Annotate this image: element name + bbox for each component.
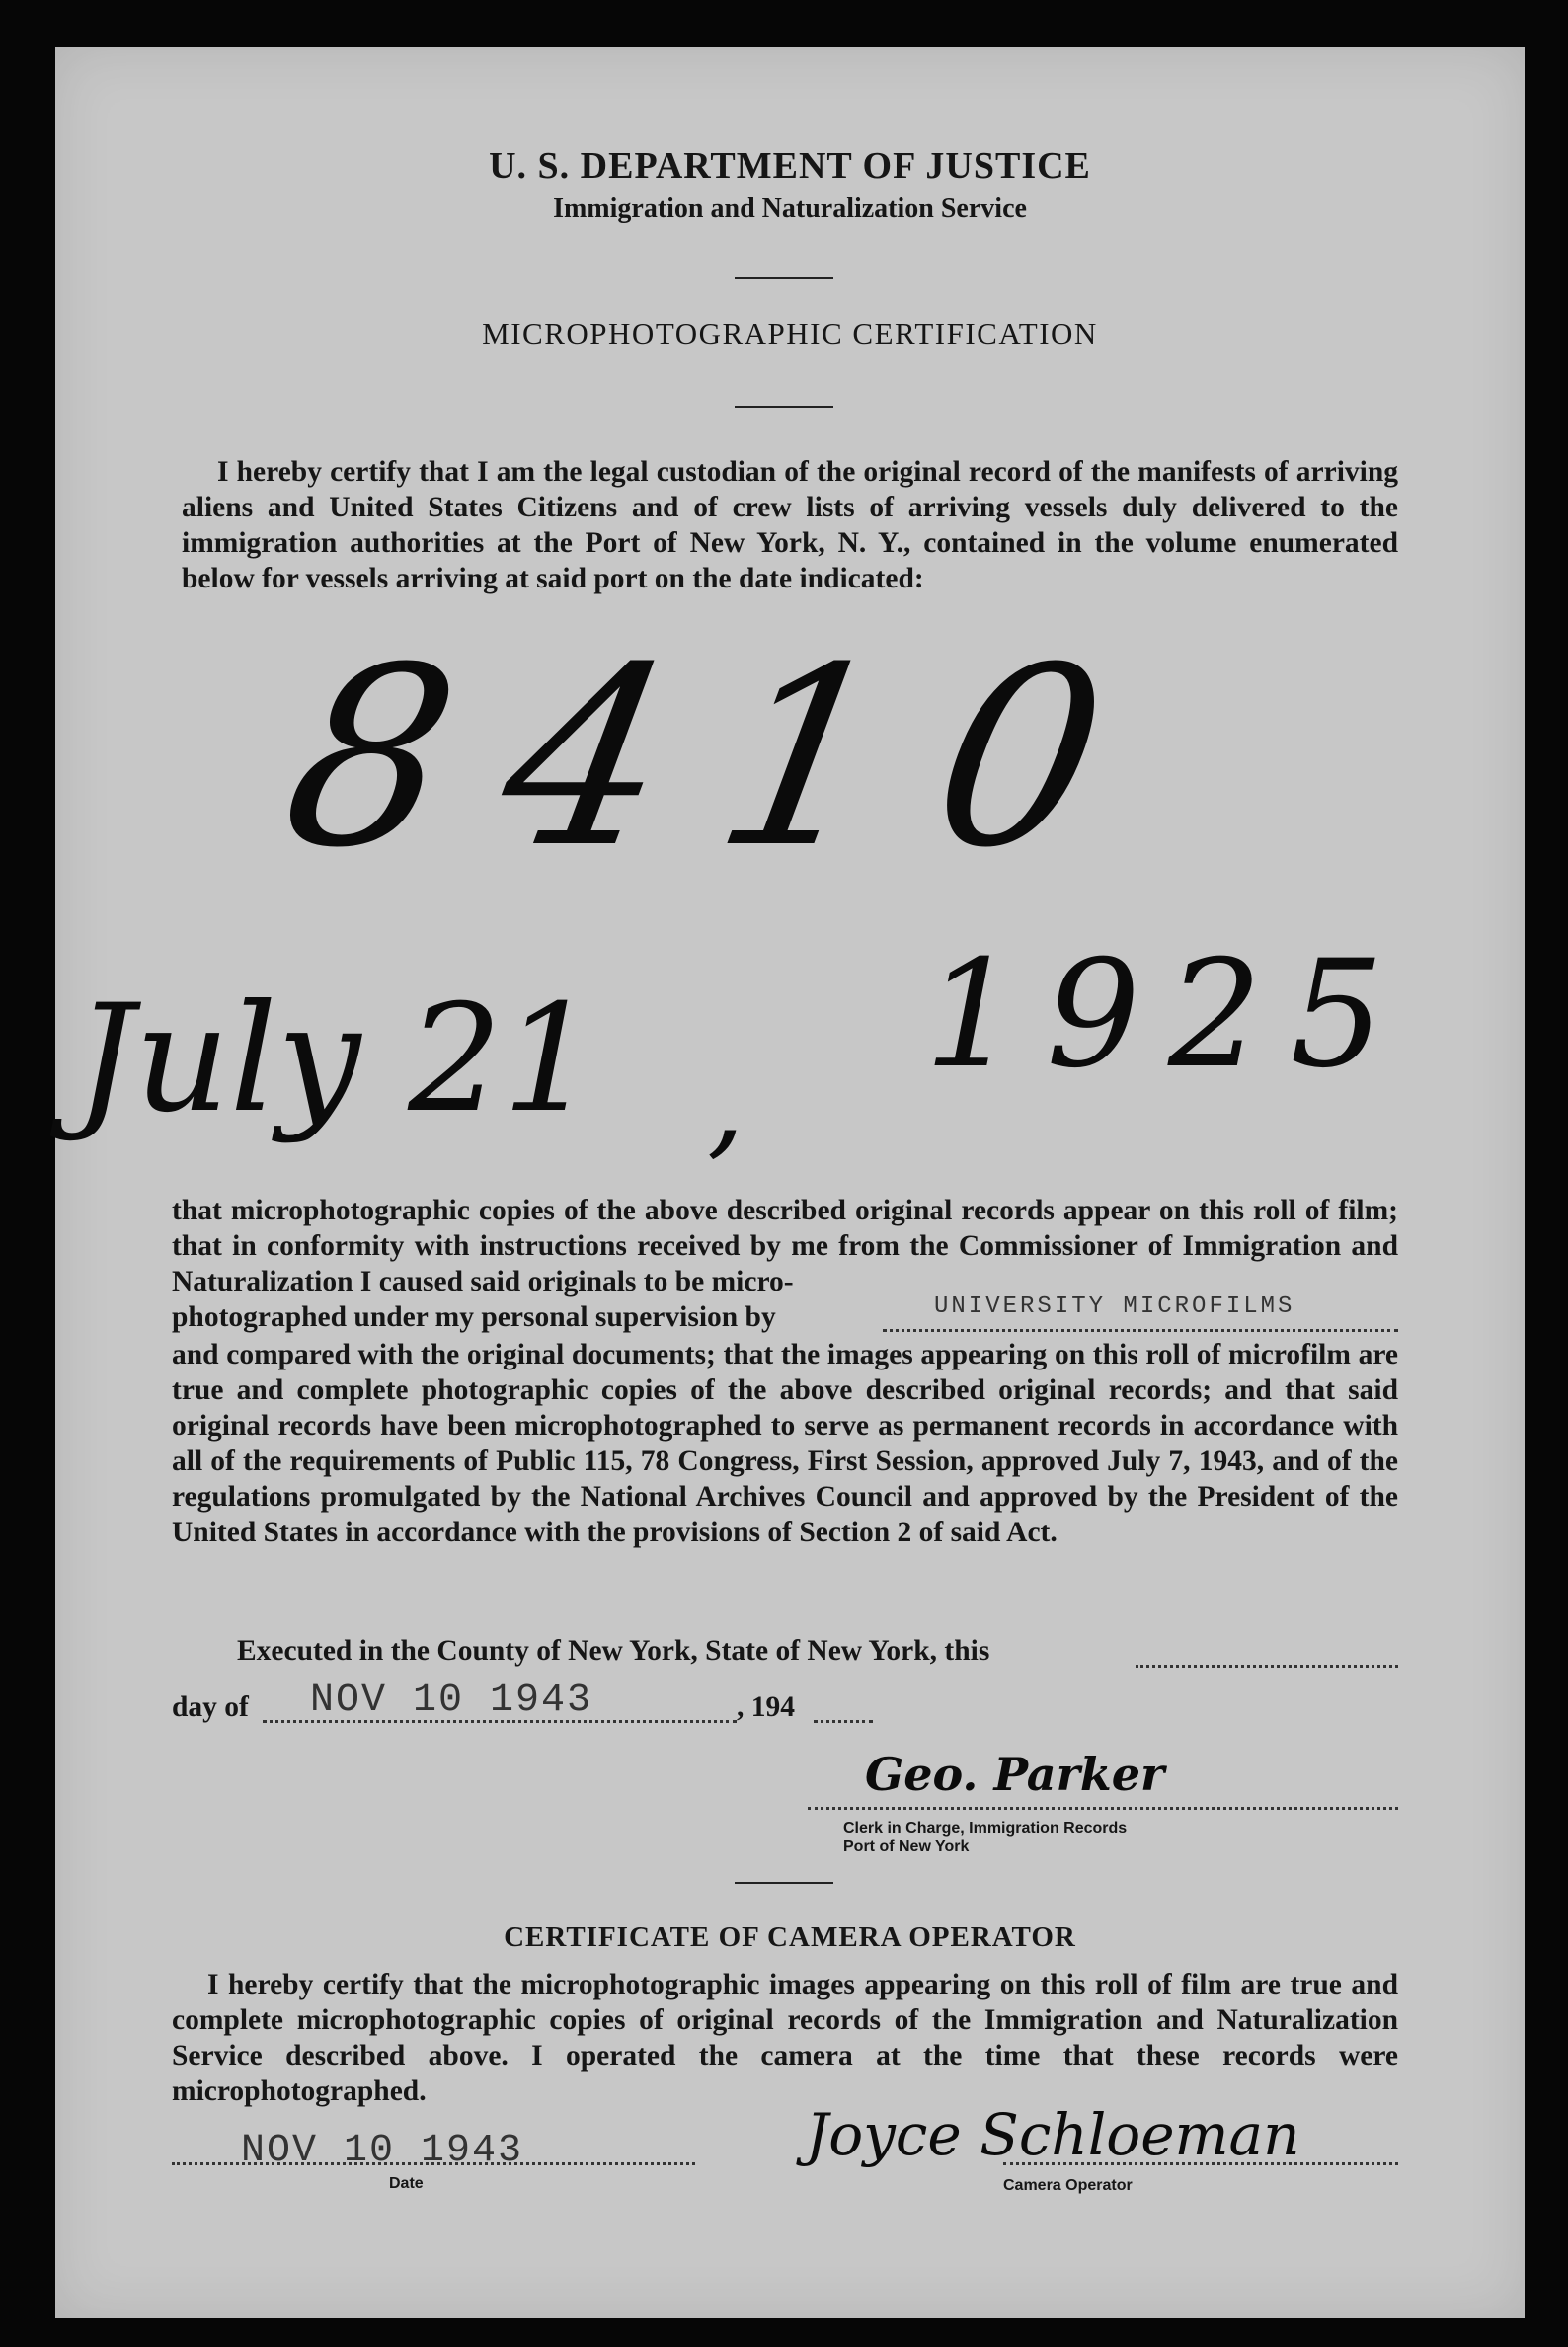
- body-paragraph-part3: and compared with the original documents; that the images appearing on this roll of microfilm are true and complete photographic copies of the above described original records; and that said original records have been microphotographed to serve as permanent records in accordance with all of the requirements of Public 115, 78 Congress, First Session, approved July 7, 1943, and of the regulations promulgated by the National Archives Council and approved by the President of the United States in accordance with the provisions of Section 2 of said Act.: [172, 1339, 1398, 1548]
- certification-title: MICROPHOTOGRAPHIC CERTIFICATION: [482, 316, 1098, 351]
- service-subheading: Immigration and Naturalization Service: [553, 194, 1027, 224]
- camera-operator-signature: Joyce Schloeman: [806, 2101, 1300, 2168]
- handwritten-date-comma: ,: [707, 1035, 745, 1172]
- document-page: [55, 47, 1525, 2318]
- department-heading: U. S. DEPARTMENT OF JUSTICE: [489, 145, 1091, 187]
- stamped-date-executed: NOV 10 1943: [310, 1679, 593, 1723]
- handwritten-date-year: 1925: [924, 929, 1412, 1101]
- operator-date-label: Date: [389, 2175, 424, 2192]
- operator-signature-dotted-line: [1003, 2162, 1398, 2165]
- year-prefix: , 194: [737, 1691, 795, 1723]
- body-paragraph-part1: that microphotographic copies of the above described original records appear on this roll of film; that in conformity with instructions received by me from the Commissioner of Immigration and Naturalization I caused said originals to be micro-: [172, 1195, 1398, 1297]
- clerk-signature: Geo. Parker: [865, 1748, 1165, 1801]
- executed-text: Executed in the County of New York, State of New York, this: [237, 1635, 990, 1667]
- camera-operator-paragraph: I hereby certify that the microphotographic images appearing on this roll of film are true and complete microphotographic copies of original records of the Immigration and Naturalization Service described above. I operated the camera at the time that these records were microphotographed.: [172, 1969, 1398, 2107]
- divider-rule-1: [735, 277, 833, 279]
- supervision-dotted-line: [883, 1329, 1398, 1332]
- year-dotted-line: [814, 1720, 873, 1723]
- executed-dotted-line: [1136, 1665, 1398, 1668]
- camera-operator-label: Camera Operator: [1003, 2177, 1133, 2194]
- intro-paragraph: I hereby certify that I am the legal custodian of the original record of the manifests of arriving aliens and United States Citizens and of crew lists of arriving vessels duly delivered to the immigration authorities at the Port of New York, N. Y., contained in the volume enumerated below for vessels arriving at said port on the date indicated:: [182, 456, 1398, 594]
- camera-operator-title: CERTIFICATE OF CAMERA OPERATOR: [504, 1921, 1076, 1953]
- handwritten-date-month-day: July 21: [75, 974, 597, 1145]
- clerk-signature-dotted-line: [808, 1807, 1398, 1810]
- divider-rule-3: [735, 1882, 833, 1884]
- supervision-line-lead: photographed under my personal supervision by: [172, 1301, 776, 1333]
- stamped-microfilm-company: UNIVERSITY MICROFILMS: [934, 1293, 1295, 1320]
- day-of-label: day of: [172, 1691, 249, 1723]
- stamped-date-operator: NOV 10 1943: [241, 2129, 524, 2173]
- handwritten-volume-number: 8410: [267, 614, 1183, 901]
- clerk-title: Clerk in Charge, Immigration Records Port of New York: [843, 1820, 1128, 1855]
- divider-rule-2: [735, 406, 833, 408]
